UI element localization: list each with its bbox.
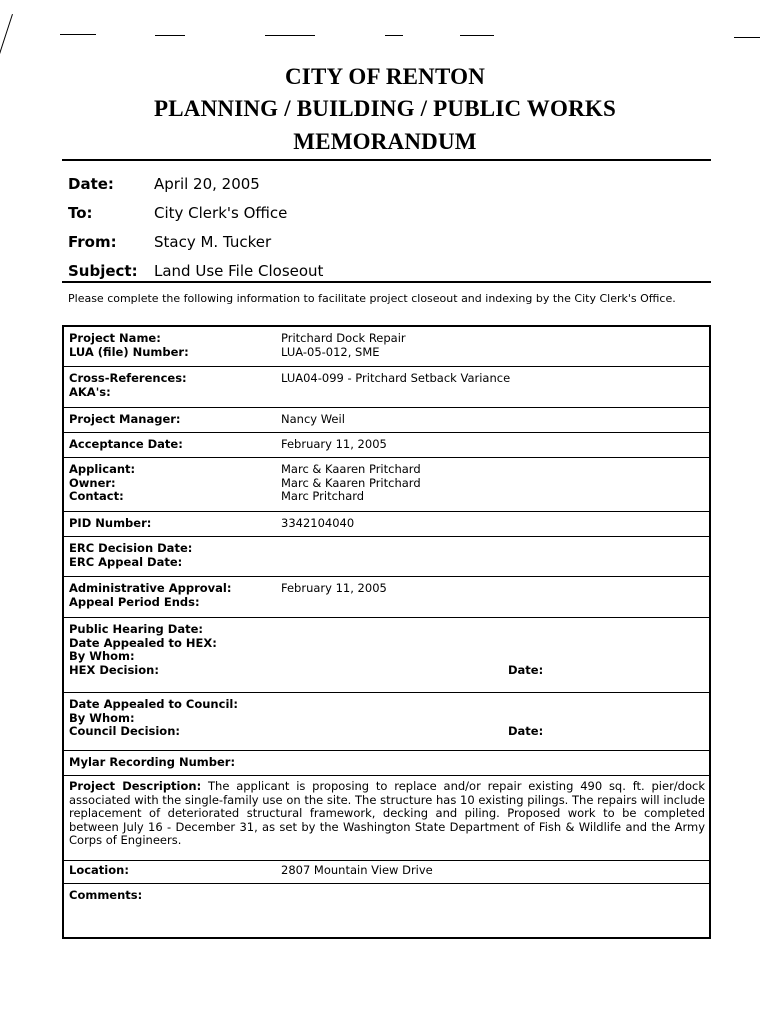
memo-subject-label: Subject: — [68, 262, 138, 280]
memo-date-label: Date: — [68, 175, 114, 193]
scan-mark — [155, 35, 185, 36]
hex-date-label: Date: — [508, 662, 544, 677]
subject-divider — [62, 281, 711, 283]
project-manager-value: Nancy Weil — [281, 412, 345, 426]
org-name: CITY OF RENTON — [284, 64, 486, 89]
lua-number-value: LUA-05-012, SME — [281, 344, 380, 359]
cross-references-row — [64, 367, 709, 408]
mylar-row — [64, 751, 709, 776]
memo-subject-value: Land Use File Closeout — [154, 262, 324, 280]
memo-to-value: City Clerk's Office — [154, 204, 288, 222]
department-name: PLANNING / BUILDING / PUBLIC WORKS — [154, 96, 616, 121]
aka-label: AKA's: — [69, 384, 111, 399]
project-description-label: Project Description: — [69, 779, 202, 793]
project-description-text: The applicant is proposing to replace and/or repair existing 490 sq. ft. pier/dock associated with the single-family use on the site. The structure has 10 existing pilings. The repairs will include replacement of deteriorated structural framework, decking and piling. Proposed work to be completed between July 16 - December 31, as set by the Washington State Department of Fish & Wildlife and the Army Corps of Engineers. — [69, 779, 705, 847]
scan-mark — [385, 35, 403, 36]
intro-text: Please complete the following information to facilitate project closeout and indexing by the City Clerk's Office. — [68, 292, 676, 305]
scan-mark — [60, 34, 96, 35]
council-appeal-labels — [69, 698, 238, 739]
applicant-labels — [69, 463, 135, 504]
project-name-values — [281, 332, 406, 359]
project-name-value: Pritchard Dock Repair — [281, 331, 406, 345]
erc-row — [64, 537, 709, 577]
administrative-approval-label: Administrative Approval: — [69, 581, 232, 595]
acceptance-date-value: February 11, 2005 — [281, 437, 387, 451]
applicant-label: Applicant: — [69, 462, 136, 476]
erc-appeal-label: ERC Appeal Date: — [69, 554, 183, 569]
applicant-values — [281, 463, 421, 504]
memo-from-label: From: — [68, 233, 117, 251]
council-appeal-row — [64, 693, 709, 751]
project-manager-label: Project Manager: — [69, 412, 181, 426]
pid-number-value: 3342104040 — [281, 516, 355, 530]
comments-row — [64, 884, 709, 937]
contact-value: Marc Pritchard — [281, 489, 365, 503]
owner-label: Owner: — [69, 475, 116, 490]
mylar-label: Mylar Recording Number: — [69, 755, 236, 769]
administrative-approval-value: February 11, 2005 — [281, 581, 387, 595]
lua-number-label: LUA (file) Number: — [69, 344, 189, 359]
by-whom-council-label: By Whom: — [69, 710, 135, 725]
memo-date-value: April 20, 2005 — [154, 175, 260, 193]
cross-references-labels — [69, 372, 187, 399]
pid-number-row — [64, 512, 709, 537]
scan-mark — [734, 37, 760, 38]
public-hearing-labels — [69, 623, 217, 677]
applicant-row — [64, 458, 709, 512]
hex-decision-label: HEX Decision: — [69, 662, 159, 677]
project-description — [69, 780, 705, 848]
location-row — [64, 861, 709, 884]
project-description-row — [64, 776, 709, 861]
appealed-council-label: Date Appealed to Council: — [69, 697, 238, 711]
acceptance-date-label: Acceptance Date: — [69, 437, 183, 451]
document-type: MEMORANDUM — [293, 129, 477, 154]
project-name-row — [64, 327, 709, 367]
closeout-form — [62, 325, 711, 939]
erc-decision-label: ERC Decision Date: — [69, 541, 193, 555]
scan-mark — [0, 14, 13, 71]
by-whom-label: By Whom: — [69, 649, 135, 663]
project-manager-row — [64, 408, 709, 433]
location-value: 2807 Mountain View Drive — [281, 863, 433, 877]
acceptance-date-row — [64, 433, 709, 458]
project-name-labels — [69, 332, 189, 359]
cross-references-value: LUA04-099 - Pritchard Setback Variance — [281, 371, 511, 385]
public-hearing-row — [64, 618, 709, 693]
location-label: Location: — [69, 863, 129, 877]
applicant-value: Marc & Kaaren Pritchard — [281, 462, 421, 476]
administrative-approval-labels — [69, 582, 231, 609]
project-name-label: Project Name: — [69, 331, 161, 345]
council-decision-label: Council Decision: — [69, 724, 180, 738]
header-divider — [62, 159, 711, 161]
memo-from-value: Stacy M. Tucker — [154, 233, 272, 251]
memo-to-label: To: — [68, 204, 93, 222]
council-date-label: Date: — [508, 724, 544, 738]
comments-label: Comments: — [69, 888, 143, 902]
appeal-period-label: Appeal Period Ends: — [69, 594, 200, 609]
owner-value: Marc & Kaaren Pritchard — [281, 475, 421, 490]
cross-references-label: Cross-References: — [69, 371, 187, 385]
public-hearing-label: Public Hearing Date: — [69, 622, 203, 636]
administrative-approval-row — [64, 577, 709, 618]
erc-labels — [69, 542, 192, 569]
contact-label: Contact: — [69, 489, 124, 503]
scan-mark — [265, 35, 315, 36]
scan-mark — [460, 35, 494, 36]
pid-number-label: PID Number: — [69, 516, 152, 530]
appealed-hex-label: Date Appealed to HEX: — [69, 635, 217, 650]
